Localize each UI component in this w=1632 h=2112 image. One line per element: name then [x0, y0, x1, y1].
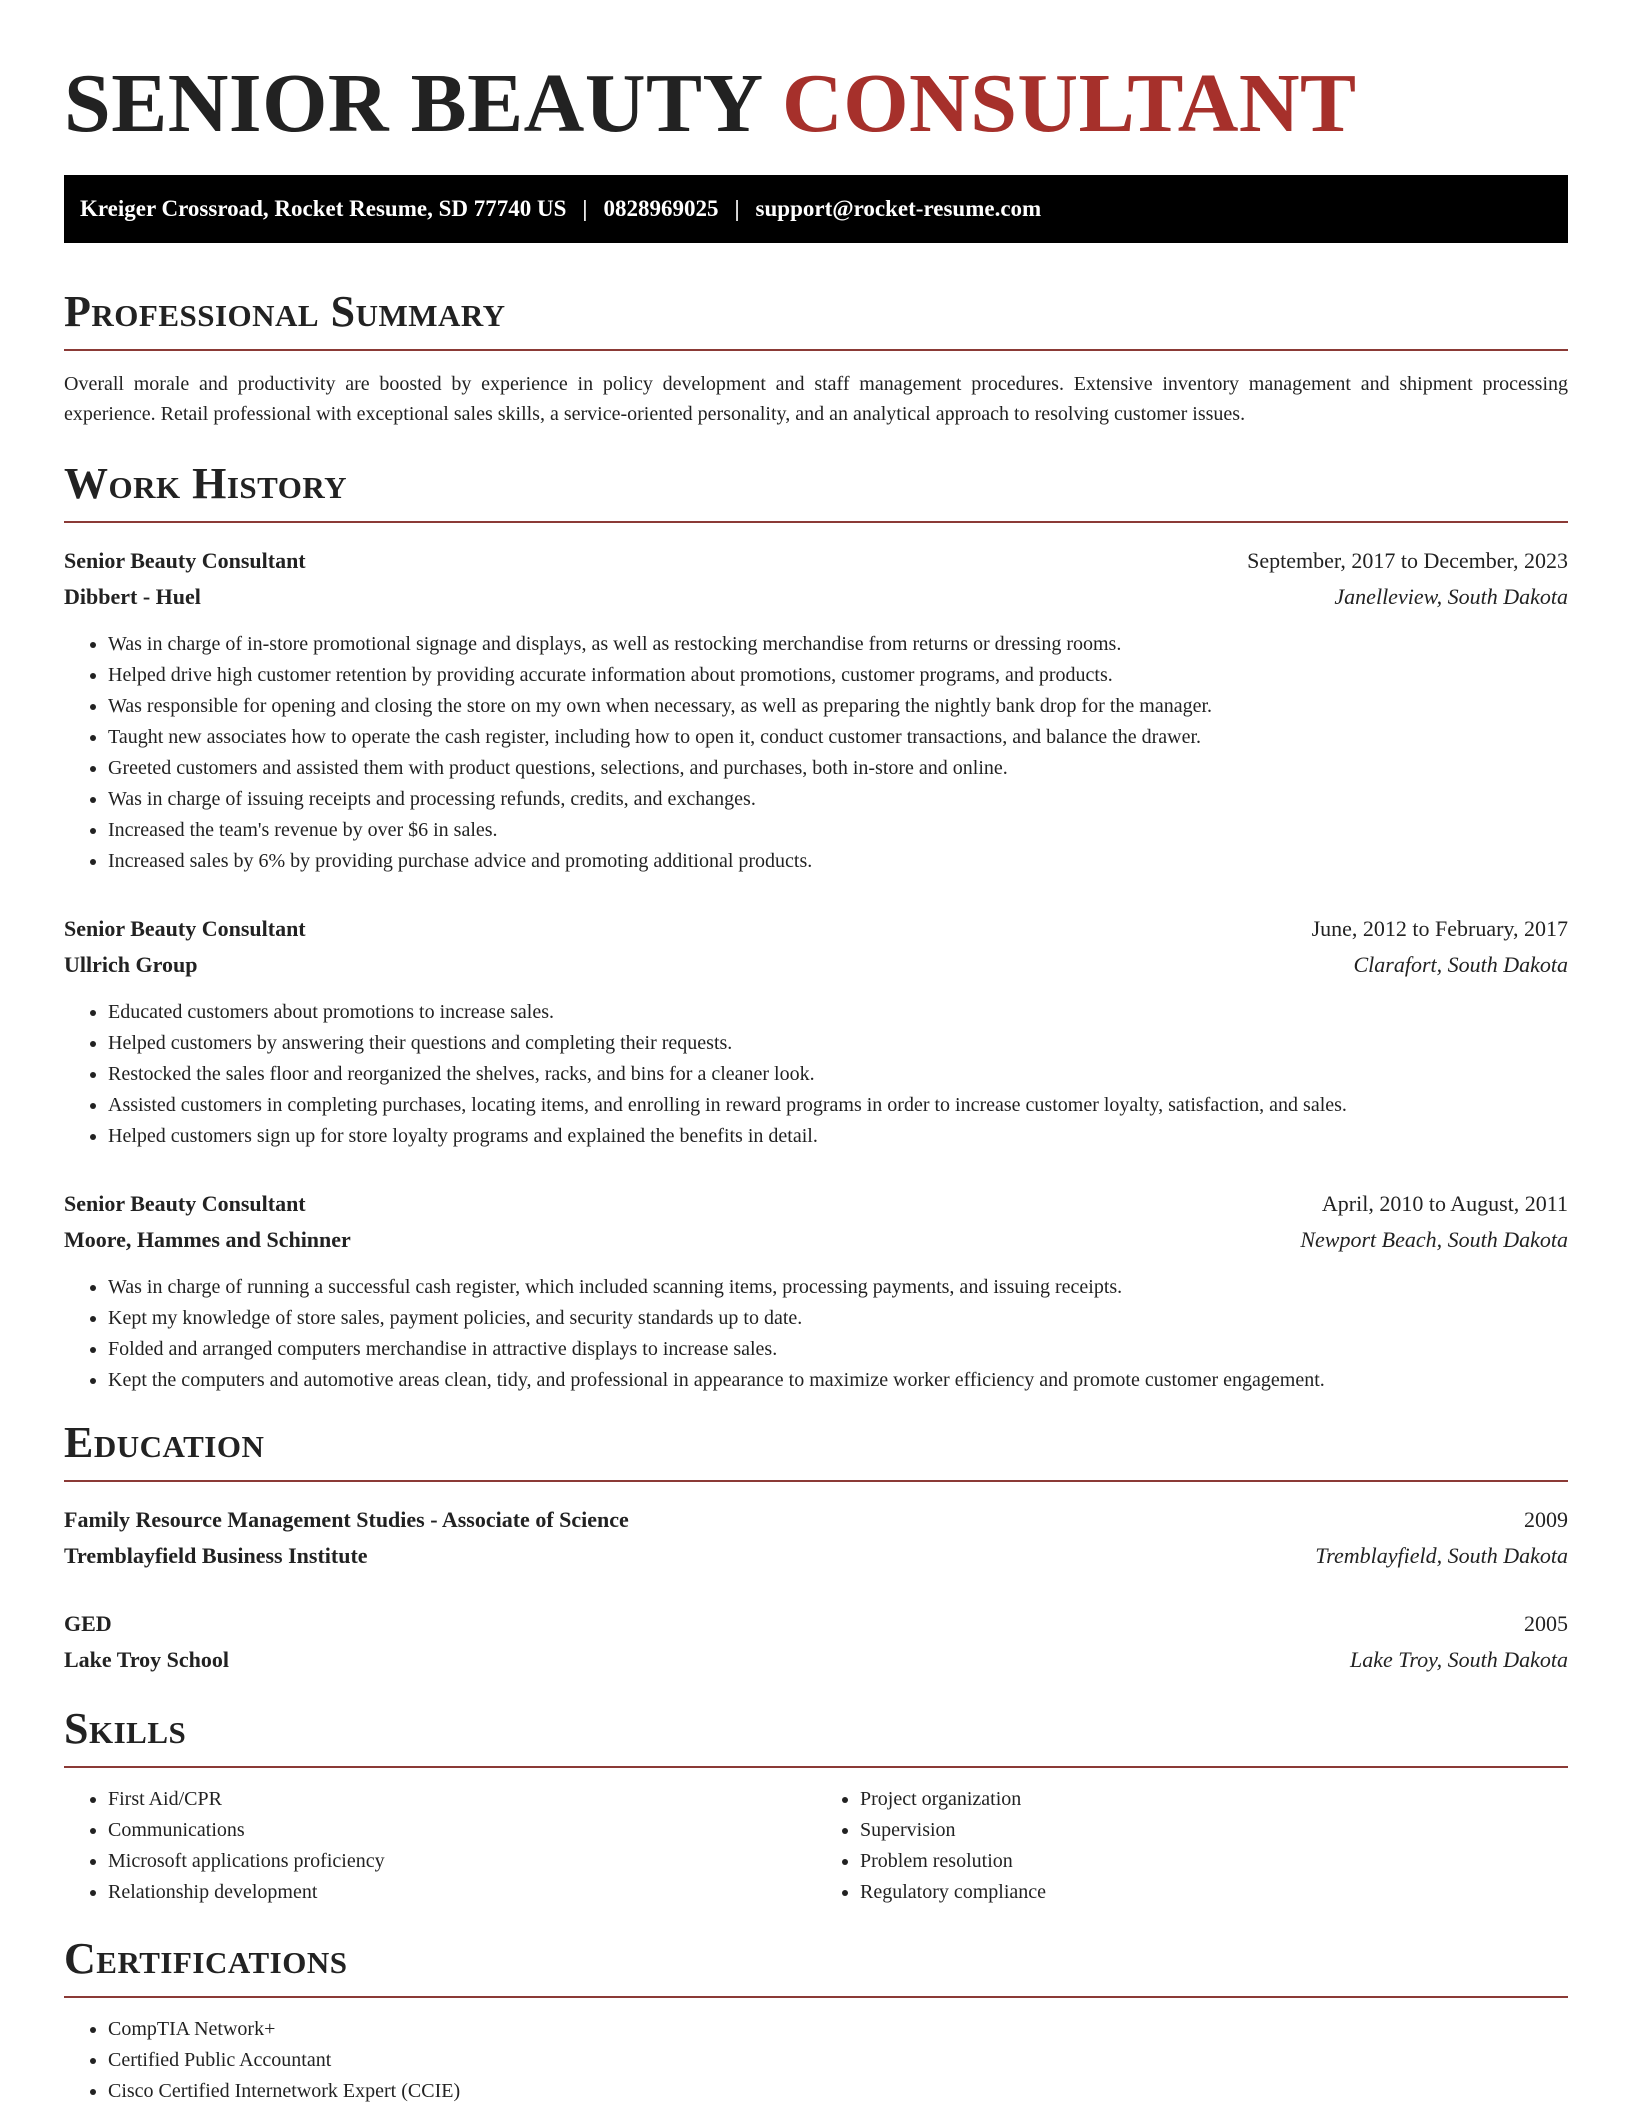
job-dates: April, 2010 to August, 2011	[1321, 1191, 1568, 1216]
education-school: Lake Troy School	[64, 1647, 230, 1672]
job-location: Clarafort, South Dakota	[1353, 952, 1568, 977]
job-company-row	[64, 1222, 1568, 1258]
list-item: • Assisted customers in completing purchases, locating items, and enrolling in reward programs in order to increase customer loyalty, satisfaction, and sales.	[108, 1090, 1568, 1121]
job-entry	[64, 543, 1568, 877]
education-school: Tremblayfield Business Institute	[64, 1543, 368, 1568]
title-part-2: CONSULTANT	[782, 57, 1357, 150]
certifications-list	[64, 2014, 1568, 2107]
list-item: • Increased the team's revenue by over $6 in sales.	[108, 815, 1568, 846]
education-location: Tremblayfield, South Dakota	[1315, 1543, 1568, 1568]
job-bullets	[64, 997, 1568, 1152]
job-company: Dibbert - Huel	[64, 584, 201, 609]
education-school-row	[64, 1538, 1568, 1574]
contact-separator: |	[582, 196, 588, 221]
skills-list-right	[816, 1784, 1568, 1908]
summary-text: Overall morale and productivity are boosted by experience in policy development and staff management procedures. Extensive inventory management and shipment processing experience. Retail professional with exceptional sales skills, a service-oriented personality, and an analytical approach to resolving customer issues.	[64, 373, 1568, 425]
education-school-row	[64, 1642, 1568, 1678]
list-item: • Increased sales by 6% by providing purchase advice and promoting additional products.	[108, 846, 1568, 877]
list-item: • CompTIA Network+	[108, 2014, 1568, 2045]
job-title: Senior Beauty Consultant	[64, 916, 306, 941]
section-heading: Professional Summary	[64, 287, 1568, 351]
work-history-section	[64, 459, 1568, 1396]
skills-list-left	[64, 1784, 816, 1908]
list-item: • First Aid/CPR	[108, 1784, 816, 1815]
section-heading: Education	[64, 1418, 1568, 1482]
list-item: • Certified Public Accountant	[108, 2045, 1568, 2076]
section-heading: Work History	[64, 459, 1568, 523]
list-item: • Taught new associates how to operate the cash register, including how to open it, conduct customer transactions, and balance the drawer.	[108, 722, 1568, 753]
education-header-row	[64, 1502, 1568, 1538]
job-entry	[64, 1186, 1568, 1396]
job-header-row	[64, 1186, 1568, 1222]
list-item: • Restocked the sales floor and reorganized the shelves, racks, and bins for a cleaner look.	[108, 1059, 1568, 1090]
job-location: Newport Beach, South Dakota	[1300, 1227, 1568, 1252]
list-item: • Supervision	[860, 1815, 1568, 1846]
education-degree: GED	[64, 1611, 112, 1636]
job-header-row	[64, 911, 1568, 947]
job-title: Senior Beauty Consultant	[64, 1191, 306, 1216]
job-bullets	[64, 1272, 1568, 1396]
list-item: • Microsoft applications proficiency	[108, 1846, 816, 1877]
certifications-section	[64, 1934, 1568, 2107]
job-location: Janelleview, South Dakota	[1334, 584, 1568, 609]
list-item: • Helped customers sign up for store loyalty programs and explained the benefits in detail.	[108, 1121, 1568, 1152]
job-bullets	[64, 629, 1568, 877]
list-item: • Was responsible for opening and closing the store on my own when necessary, as well as preparing the nightly bank drop for the manager.	[108, 691, 1568, 722]
list-item: • Cisco Certified Internetwork Expert (CCIE)	[108, 2076, 1568, 2107]
skills-columns	[64, 1784, 1568, 1908]
job-company-row	[64, 947, 1568, 983]
list-item: • Helped customers by answering their questions and completing their requests.	[108, 1028, 1568, 1059]
job-company-row	[64, 579, 1568, 615]
section-heading: Skills	[64, 1704, 1568, 1768]
education-location: Lake Troy, South Dakota	[1350, 1647, 1568, 1672]
job-company: Moore, Hammes and Schinner	[64, 1227, 351, 1252]
list-item: • Problem resolution	[860, 1846, 1568, 1877]
section-heading: Certifications	[64, 1934, 1568, 1998]
job-entry	[64, 911, 1568, 1152]
title-part-1: SENIOR BEAUTY	[64, 57, 761, 150]
list-item: • Relationship development	[108, 1877, 816, 1908]
list-item: • Was in charge of issuing receipts and processing refunds, credits, and exchanges.	[108, 784, 1568, 815]
list-item: • Was in charge of in-store promotional signage and displays, as well as restocking merchandise from returns or dressing rooms.	[108, 629, 1568, 660]
job-dates: June, 2012 to February, 2017	[1311, 916, 1568, 941]
job-company: Ullrich Group	[64, 952, 198, 977]
skills-section	[64, 1704, 1568, 1908]
contact-address: Kreiger Crossroad, Rocket Resume, SD 77740 US	[80, 196, 567, 221]
list-item: • Kept my knowledge of store sales, payment policies, and security standards up to date.	[108, 1303, 1568, 1334]
list-item: • Folded and arranged computers merchandise in attractive displays to increase sales.	[108, 1334, 1568, 1365]
list-item: • Kept the computers and automotive areas clean, tidy, and professional in appearance to maximize worker efficiency and promote customer engagement.	[108, 1365, 1568, 1396]
list-item: • Communications	[108, 1815, 816, 1846]
summary-section	[64, 287, 1568, 429]
contact-email: support@rocket-resume.com	[755, 196, 1042, 221]
contact-bar	[64, 175, 1568, 243]
resume-title	[64, 0, 1568, 175]
contact-phone: 0828969025	[603, 196, 719, 221]
job-title: Senior Beauty Consultant	[64, 548, 306, 573]
list-item: • Was in charge of running a successful cash register, which included scanning items, processing payments, and issuing receipts.	[108, 1272, 1568, 1303]
education-year: 2009	[1524, 1507, 1568, 1532]
education-header-row	[64, 1606, 1568, 1642]
list-item: • Greeted customers and assisted them with product questions, selections, and purchases, both in-store and online.	[108, 753, 1568, 784]
education-section	[64, 1418, 1568, 1678]
education-year: 2005	[1524, 1611, 1568, 1636]
education-entry	[64, 1606, 1568, 1678]
job-header-row	[64, 543, 1568, 579]
education-degree: Family Resource Management Studies - Associate of Science	[64, 1507, 629, 1532]
list-item: • Helped drive high customer retention by providing accurate information about promotions, customer programs, and products.	[108, 660, 1568, 691]
list-item: • Regulatory compliance	[860, 1877, 1568, 1908]
job-dates: September, 2017 to December, 2023	[1247, 548, 1568, 573]
education-entry	[64, 1502, 1568, 1574]
contact-separator: |	[734, 196, 740, 221]
list-item: • Project organization	[860, 1784, 1568, 1815]
list-item: • Educated customers about promotions to increase sales.	[108, 997, 1568, 1028]
